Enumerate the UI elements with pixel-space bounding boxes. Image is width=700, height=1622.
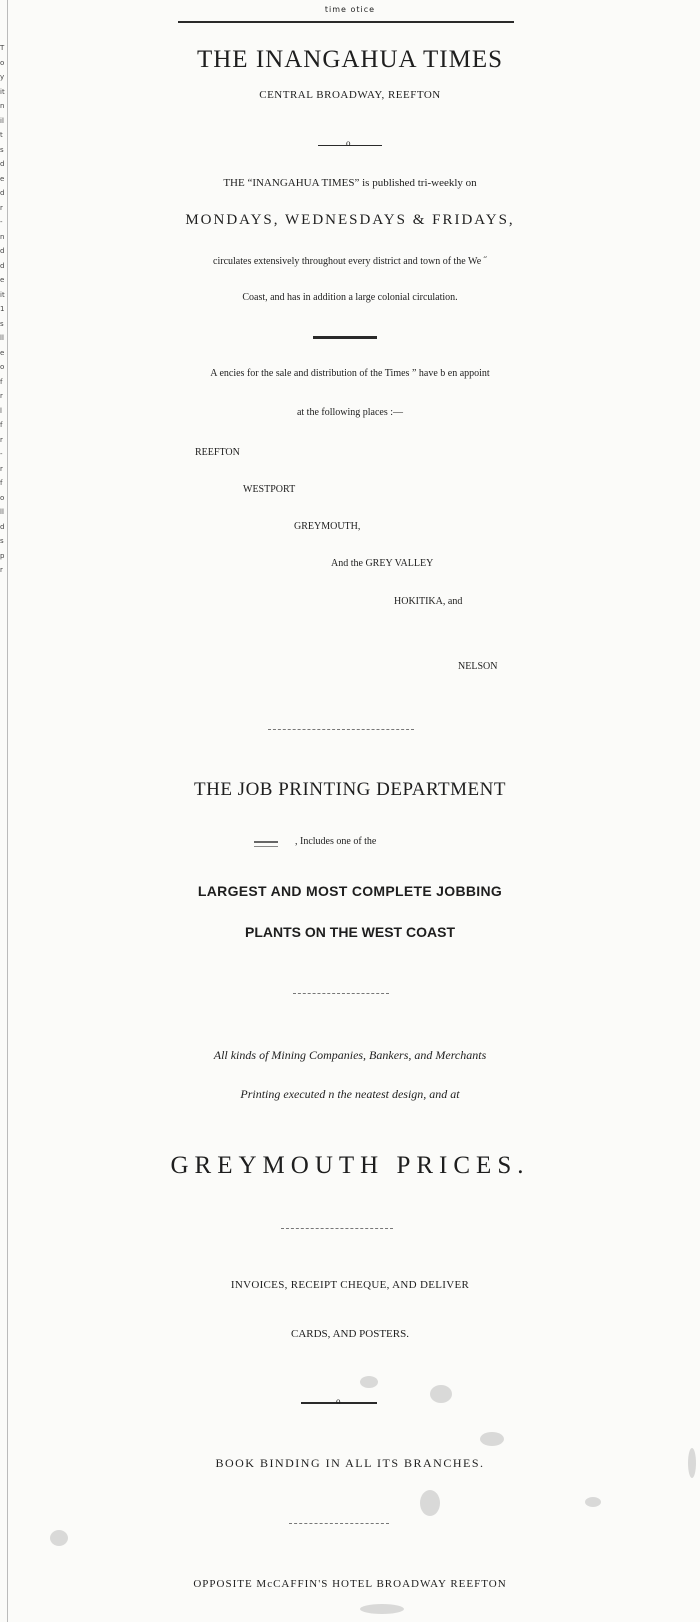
margin-letter: p	[0, 551, 5, 560]
section-rule	[313, 336, 377, 339]
agencies-line: A encies for the sale and distribution of the Times ” have b en appoint	[210, 368, 490, 379]
place-hokitika: HOKITIKA, and	[394, 596, 463, 607]
printing-line-2: Printing executed n the neatest design, and at	[240, 1087, 460, 1101]
margin-letter: t	[0, 131, 3, 139]
footer-address: OPPOSITE McCAFFIN'S HOTEL BROADWAY REEFTON	[193, 1578, 507, 1590]
margin-letter: y	[0, 73, 5, 81]
invoices-line: INVOICES, RECEIPT CHEQUE, AND DELIVER	[230, 1279, 470, 1291]
includes-line: , Includes one of the	[295, 836, 377, 847]
plants-line: LARGEST AND MOST COMPLETE JOBBING	[197, 883, 503, 899]
print-speck	[430, 1385, 452, 1403]
margin-letter: ll	[0, 508, 4, 516]
margin-letter: l	[0, 406, 2, 415]
margin-letter: d	[0, 522, 5, 531]
margin-letter: it	[0, 87, 5, 96]
running-head: time otice	[324, 5, 376, 14]
circulation-line-2: Coast, and has in addition a large colonial circulation.	[242, 292, 458, 303]
masthead-title: THE INANGAHUA TIMES	[196, 46, 504, 73]
margin-letter: r	[0, 392, 3, 400]
wavy-rule	[293, 993, 389, 994]
place-greymouth: GREYMOUTH,	[294, 521, 361, 532]
margin-letter: d	[0, 261, 5, 270]
margin-letter: r	[0, 203, 3, 212]
invoices-line-2: CARDS, AND POSTERS.	[291, 1328, 409, 1340]
wavy-rule	[281, 1228, 393, 1229]
margin-letter: il	[0, 116, 4, 125]
print-speck	[420, 1490, 440, 1516]
margin-letter: d	[0, 247, 5, 255]
place-reefton: REEFTON	[195, 447, 240, 458]
margin-letter: e	[0, 276, 5, 284]
margin-letter: it	[0, 290, 5, 299]
print-speck	[585, 1497, 601, 1507]
publication-days: MONDAYS, WEDNESDAYS & FRIDAYS,	[185, 212, 515, 228]
print-speck	[360, 1376, 378, 1388]
margin-letter: o	[0, 363, 5, 371]
margin-letter: 1	[0, 305, 5, 313]
margin-letter: f	[0, 479, 3, 487]
margin-letter: o	[0, 493, 5, 502]
ornament-circle-icon: o	[346, 138, 351, 148]
masthead-address: CENTRAL BROADWAY, REEFTON	[259, 89, 441, 101]
print-speck	[360, 1604, 404, 1614]
margin-letter: s	[0, 319, 4, 328]
place-westport: WESTPORT	[243, 484, 296, 495]
smudge-mark	[254, 841, 278, 843]
print-speck	[480, 1432, 504, 1446]
place-grey-valley: And the GREY VALLEY	[331, 558, 434, 569]
margin-letter: s	[0, 537, 4, 545]
margin-letter: n	[0, 232, 5, 241]
wavy-rule	[268, 729, 414, 730]
place-nelson: NELSON	[458, 661, 498, 672]
margin-letter: s	[0, 145, 4, 154]
intro-line: THE “INANGAHUA TIMES” is published tri-weekly on	[223, 177, 477, 189]
adjacent-column-edge	[0, 0, 8, 1622]
margin-letter: d	[0, 160, 5, 168]
margin-letter: e	[0, 174, 5, 183]
margin-letter: -	[0, 218, 3, 226]
margin-letter: r	[0, 566, 3, 574]
margin-letter: e	[0, 348, 5, 357]
plants-line-2: PLANTS ON THE WEST COAST	[245, 924, 455, 940]
margin-letter: -	[0, 450, 3, 458]
circulation-line: circulates extensively throughout every district and town of the We ˝	[213, 256, 487, 267]
wavy-rule	[289, 1523, 389, 1524]
margin-letter: d	[0, 189, 5, 197]
smudge-mark	[254, 846, 278, 847]
print-speck	[688, 1448, 696, 1478]
margin-letter: o	[0, 58, 5, 67]
print-speck	[50, 1530, 68, 1546]
job-printing-title: THE JOB PRINTING DEPARTMENT	[194, 779, 506, 800]
margin-letter: r	[0, 435, 3, 444]
margin-letter: T	[0, 44, 5, 52]
greymouth-prices: GREYMOUTH PRICES.	[170, 1152, 530, 1179]
margin-letter: ll	[0, 334, 4, 342]
book-binding-line: BOOK BINDING IN ALL ITS BRANCHES.	[215, 1456, 485, 1470]
ornament-circle-icon: o	[336, 1396, 341, 1406]
printing-line: All kinds of Mining Companies, Bankers, and Merchants	[213, 1048, 487, 1062]
margin-letter: r	[0, 464, 3, 473]
margin-letter: f	[0, 377, 3, 386]
margin-letter: n	[0, 102, 5, 110]
agencies-line-2: at the following places :—	[296, 407, 404, 418]
margin-letter: f	[0, 421, 3, 429]
top-rule	[178, 21, 514, 23]
